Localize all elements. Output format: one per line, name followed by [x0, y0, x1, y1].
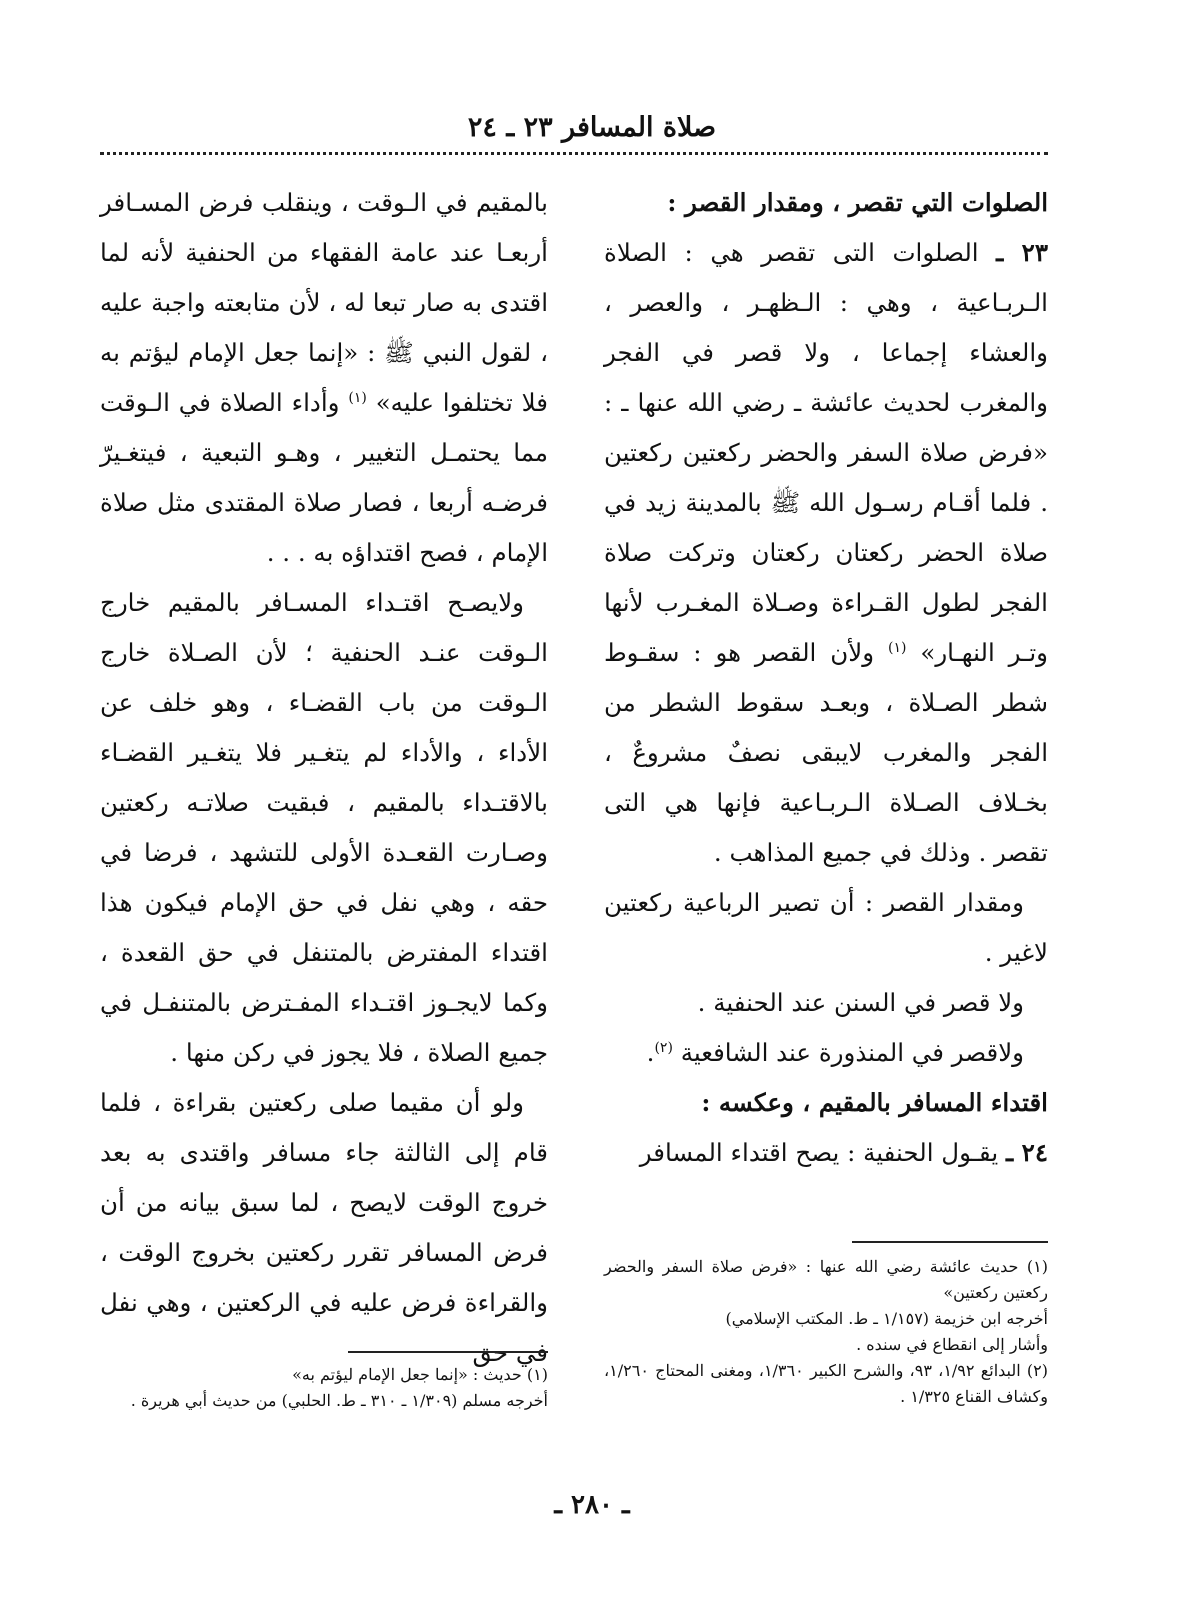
footnote-ref-2: (٢)	[654, 1039, 673, 1056]
footnote-divider-right	[852, 1241, 1048, 1243]
paragraph-following-in-time	[100, 178, 548, 578]
footnote-right-1-line-1: (١) حديث عائشة رضي الله عنها : «فرض صلاة السفر والحضر ركعتين ركعتين»	[604, 1257, 1048, 1302]
footnotes-right	[604, 1254, 1048, 1410]
section-heading-shortened-prayers: الصلوات التي تقصر ، ومقدار القصر :	[667, 188, 1048, 217]
footnote-ref-1: (١)	[887, 639, 907, 656]
paragraph-vowed-end: .	[646, 1038, 655, 1067]
footnote-ref-left-1: (١)	[348, 389, 367, 406]
header-dotted-divider	[100, 152, 1048, 155]
section-heading-traveler-following-resident: اقتداء المسافر بالمقيم ، وعكسه :	[701, 1088, 1048, 1117]
footnote-right-1-line-3: وأشار إلى انقطاع في سنده .	[856, 1335, 1048, 1354]
page-number: ـ ٢٨٠ ـ	[554, 1490, 630, 1520]
paragraph-following-text-a: بالمقيم في الـوقت ، وينقلب فرض المسـافر أربعـا عند عامة الفقهاء من الحنفية لأنه لما اقتدى به صار تبعا له ، لأن متابعته واجبة عليه ، لقول النبي ﷺ : «إنما جعل الإمام ليؤتم به فلا تختلفوا عليه»	[100, 188, 548, 417]
paragraph-number-24: ٢٤ ـ	[1005, 1138, 1048, 1167]
paragraph-no-shortening-sunan: ولا قصر في السنن عند الحنفية .	[697, 988, 1024, 1017]
paragraph-vowed-text: ولاقصر في المنذورة عند الشافعية	[680, 1038, 1024, 1067]
footnote-right-2: (٢) البدائع ١/٩٢، ٩٣، والشرح الكبير ١/٣٦٠، ومغنى المحتاج ١/٢٦٠، وكشاف القناع ١/٣٢٥ .	[604, 1361, 1049, 1406]
footnote-left-1-line-2: أخرجه مسلم (١/٣٠٩ ـ ٣١٠ ـ ط. الحلبي) من حديث أبي هريرة .	[130, 1391, 548, 1410]
footnote-divider-left	[348, 1351, 548, 1353]
footnote-left-1-line-1: (١) حديث : «إنما جعل الإمام ليؤتم به»	[292, 1365, 548, 1384]
paragraph-23-continuation: ولأن القصر هو : سقـوط شطر الصـلاة ، وبعـد سقوط الشطر من الفجر والمغرب لايبقى نصفٌ مشروعٌ ، بخـلاف الصـلاة الـربـاعية فإنها هي التى تقصر . وذلك في جميع المذاهب .	[604, 638, 1048, 867]
paragraph-amount-of-shortening: ومقدار القصر : أن تصير الرباعية ركعتين لاغير .	[604, 888, 1048, 967]
paragraph-24-text: يقـول الحنفية : يصح اقتداء المسافر	[639, 1138, 999, 1167]
paragraph-24	[604, 1128, 1048, 1178]
paragraph-no-shortening-vowed	[604, 1028, 1048, 1078]
right-text-column	[604, 178, 1048, 1178]
footnote-right-1-line-2: أخرجه ابن خزيمة (١/١٥٧ ـ ط. المكتب الإسلامي)	[725, 1309, 1048, 1328]
paragraph-outside-time: ولايصـح اقتـداء المسـافر بالمقيم خارج الـوقت عنـد الحنفية ؛ لأن الصـلاة خارج الـوقت من باب القضـاء ، وهو خلف عن الأداء ، والأداء لم يتغـير فلا يتغـير القضـاء بالاقتـداء بالمقيم ، فبقيت صلاتـه ركعتين وصـارت القعـدة الأولى للتشهد ، فرضا في حقه ، وهي نفل في حق الإمام فيكون هذا اقتداء المفترض بالمتنفل في حق القعدة ، وكما لايجـوز اقتـداء المفـترض بالمتنفـل في جميع الصلاة ، فلا يجوز في ركن منها .	[100, 588, 548, 1067]
paragraph-following-text-b: وأداء الصلاة في الـوقت مما يحتمـل التغيير ، وهـو التبعية ، فيتغـيرّ فرضـه أربعا ، فصار صلاة المقتدى مثل صلاة الإمام ، فصح اقتداؤه به . . .	[100, 388, 548, 567]
paragraph-23-text: الصلوات التى تقصر هي : الصلاة الـربـاعية ، وهي : الـظهـر ، والعصر ، والعشاء إجماعا ، ولا قصر في الفجر والمغرب لحديث عائشة ـ رضي الله عنها ـ : «فرض صلاة السفر والحضر ركعتين ركعتين . فلما أقـام رسـول الله ﷺ بالمدينة زيد في صلاة الحضر ركعتان ركعتان وتركت صلاة الفجر لطول القـراءة وصـلاة المغـرب لأنها وتـر النهـار»	[604, 238, 1049, 667]
running-header: صلاة المسافر ٢٣ ـ ٢٤	[467, 112, 717, 143]
paragraph-resident-two-rakahs: ولو أن مقيما صلى ركعتين بقراءة ، فلما قام إلى الثالثة جاء مسافر واقتدى به بعد خروج الوقت لايصح ، لما سبق بيانه من أن فرض المسافر تقرر ركعتين بخروج الوقت ، والقراءة فرض عليه في الركعتين ، وهي نفل في حق	[100, 1088, 548, 1367]
footnotes-left	[100, 1362, 548, 1414]
paragraph-23	[604, 228, 1048, 878]
paragraph-number-23: ٢٣ ـ	[996, 238, 1048, 267]
left-text-column	[100, 178, 548, 1378]
